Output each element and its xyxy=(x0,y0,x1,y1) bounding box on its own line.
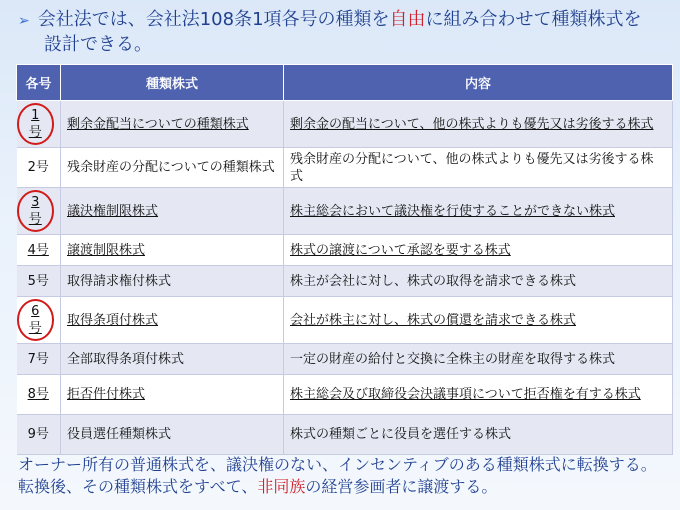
table-row xyxy=(17,344,673,375)
row-number: 2号 xyxy=(17,148,61,188)
row-content: 株式の譲渡について承認を要する株式 xyxy=(284,235,673,266)
row-type: 取得請求権付株式 xyxy=(61,266,284,297)
header-content: 内容 xyxy=(284,65,673,101)
table-header-row xyxy=(17,65,673,101)
bottom-note xyxy=(18,454,668,498)
row-content: 株主総会において議決権を行使することができない株式 xyxy=(284,188,673,235)
bottom-emphasis: 非同族 xyxy=(257,477,306,496)
row-content: 株式の種類ごとに役員を選任する株式 xyxy=(284,415,673,455)
row-type: 拒否件付株式 xyxy=(61,375,284,415)
table-row xyxy=(17,148,673,188)
row-number: 4号 xyxy=(17,235,61,266)
row-content: 会社が株主に対し、株式の償還を請求できる株式 xyxy=(284,297,673,344)
arrow-bullet-icon: ➢ xyxy=(18,13,30,29)
row-type: 譲渡制限株式 xyxy=(61,235,284,266)
row-type: 取得条項付株式 xyxy=(61,297,284,344)
row-type: 全部取得条項付株式 xyxy=(61,344,284,375)
row-content: 株主が会社に対し、株式の取得を請求できる株式 xyxy=(284,266,673,297)
row-content: 株主総会及び取締役会決議事項について拒否権を有する株式 xyxy=(284,375,673,415)
row-number-circled: 6号 xyxy=(17,299,55,341)
heading-text-line2: 設計できる。 xyxy=(44,34,152,55)
slide-heading xyxy=(18,8,668,56)
row-number: 5号 xyxy=(17,266,61,297)
table-row xyxy=(17,415,673,455)
bottom-text-part1: オーナー所有の普通株式を、議決権のない、インセンティブのある種類株式に転換する。転換後、その種類株式をすべて、 xyxy=(18,455,657,496)
row-content: 剰余金の配当について、他の株式よりも優先又は劣後する株式 xyxy=(284,101,673,148)
row-number: 7号 xyxy=(17,344,61,375)
table-row xyxy=(17,297,673,344)
header-stock-type: 種類株式 xyxy=(61,65,284,101)
row-content: 残余財産の分配について、他の株式よりも優先又は劣後する株式 xyxy=(284,148,673,188)
heading-text-part2: に組み合わせて種類株式を xyxy=(425,9,642,30)
table-row xyxy=(17,235,673,266)
stock-types-table xyxy=(16,64,673,455)
table-row xyxy=(17,266,673,297)
table-row xyxy=(17,188,673,235)
header-number: 各号 xyxy=(17,65,61,101)
table-row xyxy=(17,101,673,148)
row-number: 8号 xyxy=(17,375,61,415)
row-type: 役員選任種類株式 xyxy=(61,415,284,455)
heading-emphasis: 自由 xyxy=(389,9,426,30)
row-type: 剰余金配当についての種類株式 xyxy=(61,101,284,148)
bottom-text-part2: の経営参画者に譲渡する。 xyxy=(305,477,498,496)
row-number-circled: 1号 xyxy=(17,103,55,145)
heading-text-part1: 会社法では、会社法108条1項各号の種類を xyxy=(37,9,390,30)
row-number: 9号 xyxy=(17,415,61,455)
row-number-circled: 3号 xyxy=(17,190,55,232)
row-type: 残余財産の分配についての種類株式 xyxy=(61,148,284,188)
table-row xyxy=(17,375,673,415)
row-content: 一定の財産の給付と交換に全株主の財産を取得する株式 xyxy=(284,344,673,375)
row-type: 議決権制限株式 xyxy=(61,188,284,235)
